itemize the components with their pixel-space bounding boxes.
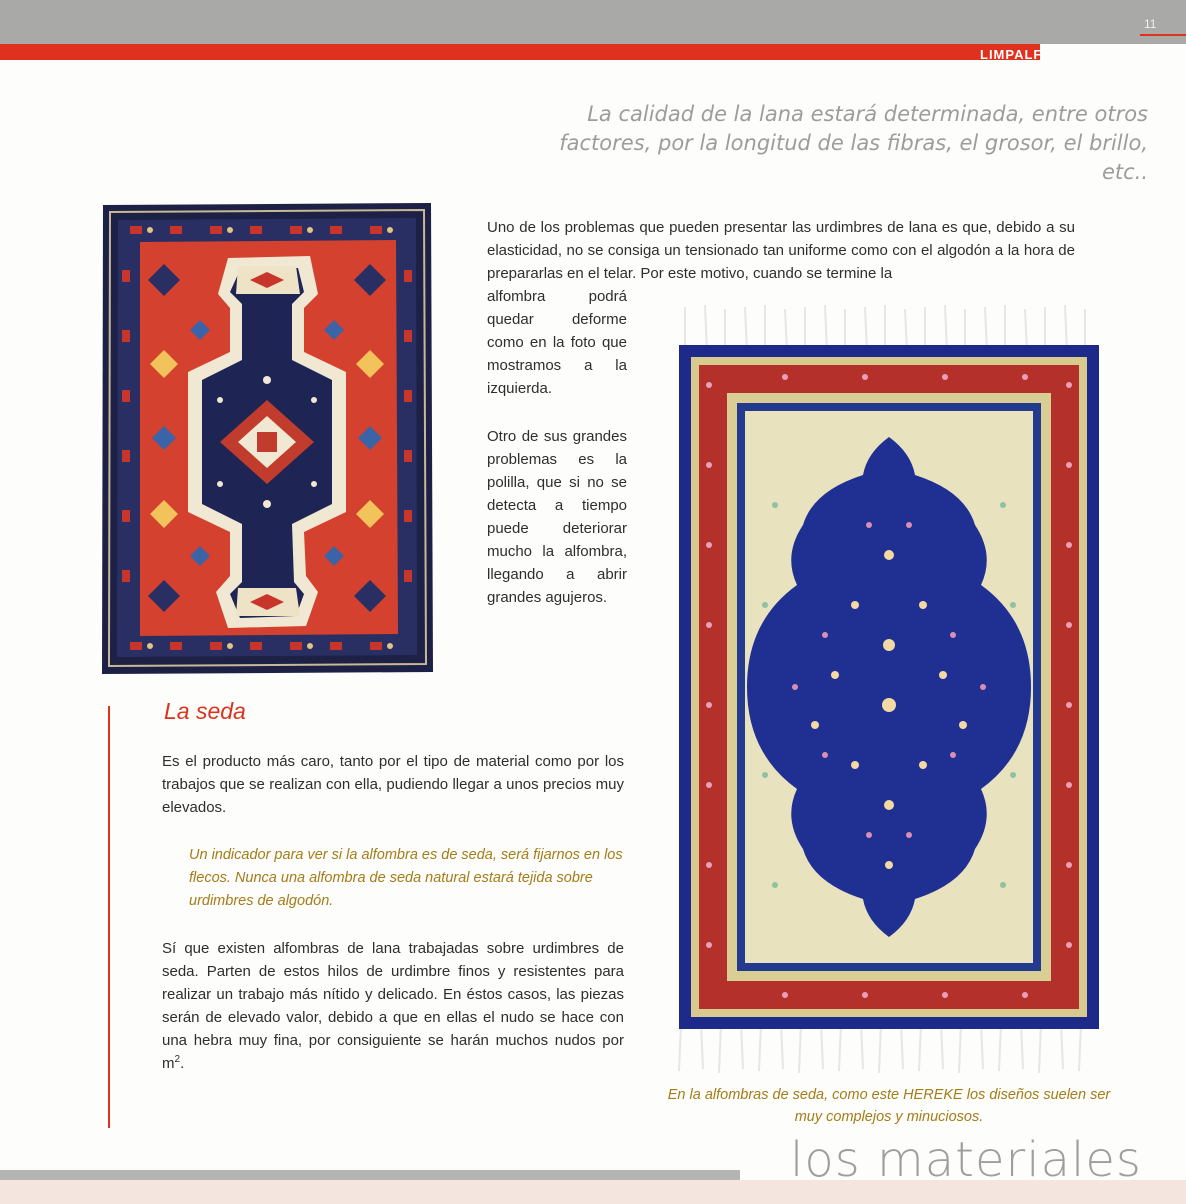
silk-paragraph-2	[162, 937, 624, 1075]
wool-paragraph-2: Otro de sus grandes problemas es la polilla, que si no se detecta a tiempo puede deteriorar mucho la alfombra, llegando a abrir grandes agujeros.	[487, 428, 627, 606]
silk-note: Un indicador para ver si la alfombra es de seda, será fijarnos en los flecos. Nunca una alfombra de seda natural estará tejida sobre urdimbres de algodón.	[189, 847, 623, 909]
silk-rug-caption: En la alfombras de seda, como este HEREKE los diseños suelen ser muy complejos y minuciosos.	[667, 1087, 1111, 1125]
section-accent-line	[108, 706, 110, 1128]
wool-paragraph-1: Uno de los problemas que pueden presentar las urdimbres de lana es que, debido a su elasticidad, no se consiga un tensionado tan uniforme como con el algodón a la hora de prepararlas en el telar. Por este motivo, cuando se termine la	[487, 219, 1075, 282]
square-meter-superscript: 2	[174, 1054, 181, 1065]
silk-paragraph-2-end: .	[180, 1055, 185, 1072]
silk-paragraph-1: Es el producto más caro, tanto por el tipo de material como por los trabajos que se realizan con ella, pudiendo llegar a unos precios muy elevados.	[162, 753, 624, 816]
brand-logo: LIMPALF	[980, 47, 1043, 62]
pull-quote: La calidad de la lana estará determinada, entre otros factores, por la longitud de las fibras, el grosor, el brillo, etc..	[559, 102, 1148, 184]
page-number: 11	[1144, 17, 1157, 31]
header-band	[0, 0, 1186, 44]
wool-rug-image	[100, 200, 434, 676]
wool-paragraph-1-continued: alfombra podrá quedar deforme como en la foto que mostramos a la izquierda.	[487, 288, 627, 397]
footer-band	[0, 1170, 740, 1180]
silk-paragraph-2-text: Sí que existen alfombras de lana trabajadas sobre urdimbres de seda. Parten de estos hilos de urdimbre finos y resistentes para realizar un trabajo más nítido y delicado. En éstos casos, las piezas serán de elevado valor, debido a que en ellas el nudo se hace con una hebra muy fina, por consiguiente se harán muchos nudos por m	[162, 940, 624, 1072]
page-number-rule	[1140, 34, 1186, 36]
header-red-line	[0, 44, 1043, 62]
section-title-silk: La seda	[164, 698, 246, 724]
silk-rug-image	[665, 305, 1110, 1073]
chapter-title: los materiales	[790, 1132, 1142, 1188]
